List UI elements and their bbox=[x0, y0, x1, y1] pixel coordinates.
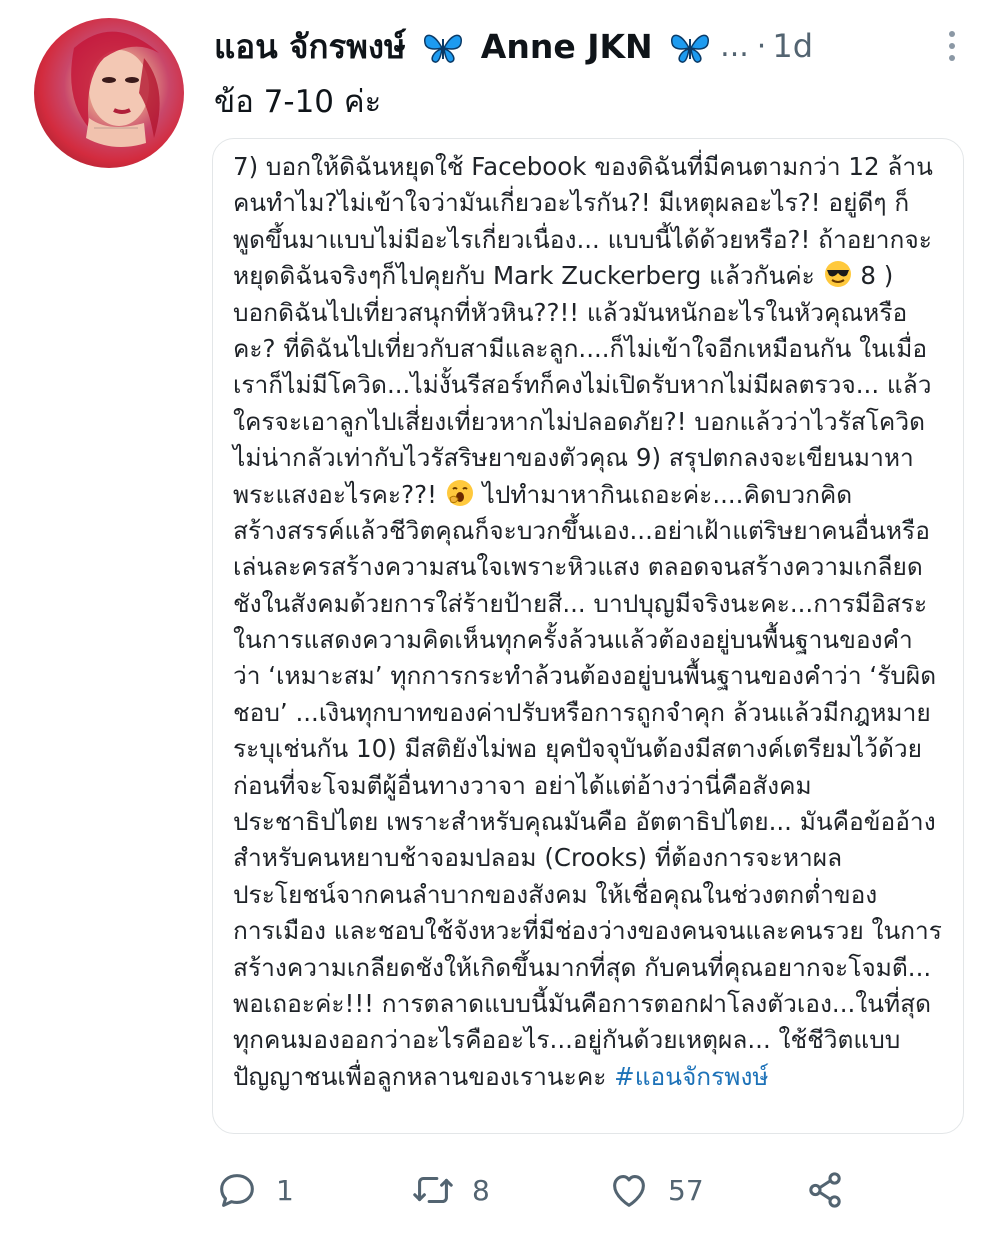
card-line-text: หยุดดิฉันจริงๆก็ไปคุยกับ Mark Zuckerberg แล้วกันค่ะ bbox=[233, 261, 815, 291]
sunglasses-emoji-icon bbox=[823, 259, 853, 289]
card-line-text: พระแสงอะไรคะ??! bbox=[233, 479, 437, 509]
card-line: เราก็ไม่มีโควิด...ไม่งั้นรีสอร์ทก็คงไม่เปิดรับหากไม่มีผลตรวจ... แล้ว bbox=[233, 370, 932, 400]
card-line: การเมือง และชอบใช้จังหวะที่มีช่องว่างของคนจนและคนรวย ในการ bbox=[233, 916, 942, 946]
card-line: ประชาธิปไตย เพราะสำหรับคุณมันคือ อัตตาธิปไตย... มันคือข้ออ้าง bbox=[233, 807, 936, 837]
card-line: เล่นละครสร้างความสนใจเพราะหิวแสง ตลอดจนสร้างความเกลียด bbox=[233, 552, 923, 582]
retweet-count: 8 bbox=[472, 1173, 490, 1207]
separator-dot: · bbox=[756, 28, 767, 64]
timestamp[interactable]: 1d bbox=[772, 27, 813, 65]
more-options-button[interactable] bbox=[934, 18, 970, 74]
card-line: ประโยชน์จากคนลำบากของสังคม ให้เชื่อคุณในช่วงตกต่ำของ bbox=[233, 879, 878, 909]
card-line: ว่า ‘เหมาะสม’ ทุกการกระทำล้วนต้องอยู่บนพื้นฐานของคำว่า ‘รับผิด bbox=[233, 661, 937, 691]
card-line-text: ปัญญาชนเพื่อลูกหลานของเรานะคะ bbox=[233, 1061, 607, 1091]
like-button[interactable] bbox=[606, 1160, 704, 1220]
card-line bbox=[233, 477, 945, 513]
like-count: 57 bbox=[668, 1173, 704, 1207]
card-line: ชอบ’ ...เงินทุกบาทของค่าปรับหรือการถูกจำคุก ล้วนแล้วมีกฎหมาย bbox=[233, 697, 931, 727]
reply-count: 1 bbox=[276, 1173, 294, 1207]
avatar[interactable] bbox=[34, 18, 184, 168]
card-line: ชังในสังคมด้วยการใส่ร้ายป้ายสี... บาปบุญมีจริงนะคะ...การมีอิสระ bbox=[233, 588, 928, 618]
card-line: 7) บอกให้ดิฉันหยุดใช้ Facebook ของดิฉันที่มีคนตามกว่า 12 ล้าน bbox=[233, 152, 933, 181]
yawning-emoji-icon bbox=[445, 478, 475, 508]
more-dot-icon bbox=[949, 31, 955, 37]
reply-button[interactable] bbox=[214, 1160, 294, 1220]
card-line: ในการแสดงความคิดเห็นทุกครั้งล้วนแล้วต้องอยู่บนพื้นฐานของคำ bbox=[233, 625, 913, 655]
tweet-header bbox=[214, 18, 970, 74]
image-card[interactable] bbox=[212, 138, 964, 1134]
retweet-button[interactable] bbox=[410, 1160, 490, 1220]
display-name[interactable] bbox=[214, 20, 716, 73]
card-line: คนทำไม?ไม่เข้าใจว่ามันเกี่ยวอะไรกัน?! มีเหตุผลอะไร?! อยู่ดีๆ ก็ bbox=[233, 188, 910, 218]
action-bar bbox=[214, 1160, 954, 1220]
card-line: สร้างความเกลียดชังให้เกิดขึ้นมากที่สุด กับคนที่คุณอยากจะโจมตี... bbox=[233, 952, 932, 982]
card-line: บอกดิฉันไปเที่ยวสนุกที่หัวหิน??!! แล้วมันหนักอะไรในหัวคุณหรือ bbox=[233, 297, 908, 327]
reply-icon bbox=[214, 1167, 260, 1213]
display-name-thai[interactable]: แอน จักรพงษ์ bbox=[214, 26, 406, 66]
card-line-text: 8 ) bbox=[860, 261, 894, 291]
card-line: ไม่น่ากลัวเท่ากับไวรัสริษยาของตัวคุณ 9) สรุปตกลงจะเขียนมาหา bbox=[233, 443, 914, 473]
retweet-icon bbox=[410, 1167, 456, 1213]
card-line: พอเถอะค่ะ!!! การตลาดแบบนี้มันคือการตอกฝาโลงตัวเอง...ในที่สุด bbox=[233, 988, 931, 1018]
butterfly-icon bbox=[423, 31, 463, 65]
display-name-english[interactable]: Anne JKN bbox=[480, 26, 653, 66]
card-line: ก่อนที่จะโจมตีผู้อื่นทางวาจา อย่าได้แต่อ้างว่านี่คือสังคม bbox=[233, 770, 812, 800]
card-line: ใครจะเอาลูกไปเสี่ยงเที่ยวหากไม่ปลอดภัย?! บอกแล้วว่าไวรัสโควิด bbox=[233, 406, 925, 436]
more-dot-icon bbox=[949, 43, 955, 49]
more-dot-icon bbox=[949, 55, 955, 61]
card-line: สร้างสรรค์แล้วชีวิตคุณก็จะบวกขึ้นเอง...อย่าเฝ้าแต่ริษยาคนอื่นหรือ bbox=[233, 515, 930, 545]
hashtag-link[interactable]: #แอนจักรพงษ์ bbox=[614, 1061, 769, 1091]
heart-icon bbox=[606, 1167, 652, 1213]
card-line bbox=[233, 1059, 945, 1095]
card-line: ระบุเช่นกัน 10) มีสติยังไม่พอ ยุคปัจจุบันต้องมีสตางค์เตรียมไว้ด้วย bbox=[233, 734, 923, 764]
tweet-text: ข้อ 7-10 ค่ะ bbox=[214, 84, 382, 120]
avatar-photo-icon bbox=[34, 18, 184, 168]
card-line-text: ไปทำมาหากินเถอะค่ะ....คิดบวกคิด bbox=[482, 479, 853, 509]
butterfly-icon bbox=[670, 31, 710, 65]
share-button[interactable] bbox=[802, 1160, 848, 1220]
card-line: สำหรับคนหยาบช้าจอมปลอม (Crooks) ที่ต้องการจะหาผล bbox=[233, 843, 843, 873]
name-truncation: ... bbox=[720, 28, 749, 64]
card-line: พูดขึ้นมาแบบไม่มีอะไรเกี่ยวเนื่อง... แบบนี้ได้ด้วยหรือ?! ถ้าอยากจะ bbox=[233, 224, 932, 254]
share-icon bbox=[802, 1167, 848, 1213]
card-line: ทุกคนมองออกว่าอะไรคืออะไร...อยู่กันด้วยเหตุผล... ใช้ชีวิตแบบ bbox=[233, 1025, 901, 1055]
card-line bbox=[233, 258, 945, 294]
card-line: คะ? ที่ดิฉันไปเที่ยวกับสามีและลูก....ก็ไม่เข้าใจอีกเหมือนกัน ในเมื่อ bbox=[233, 333, 928, 363]
